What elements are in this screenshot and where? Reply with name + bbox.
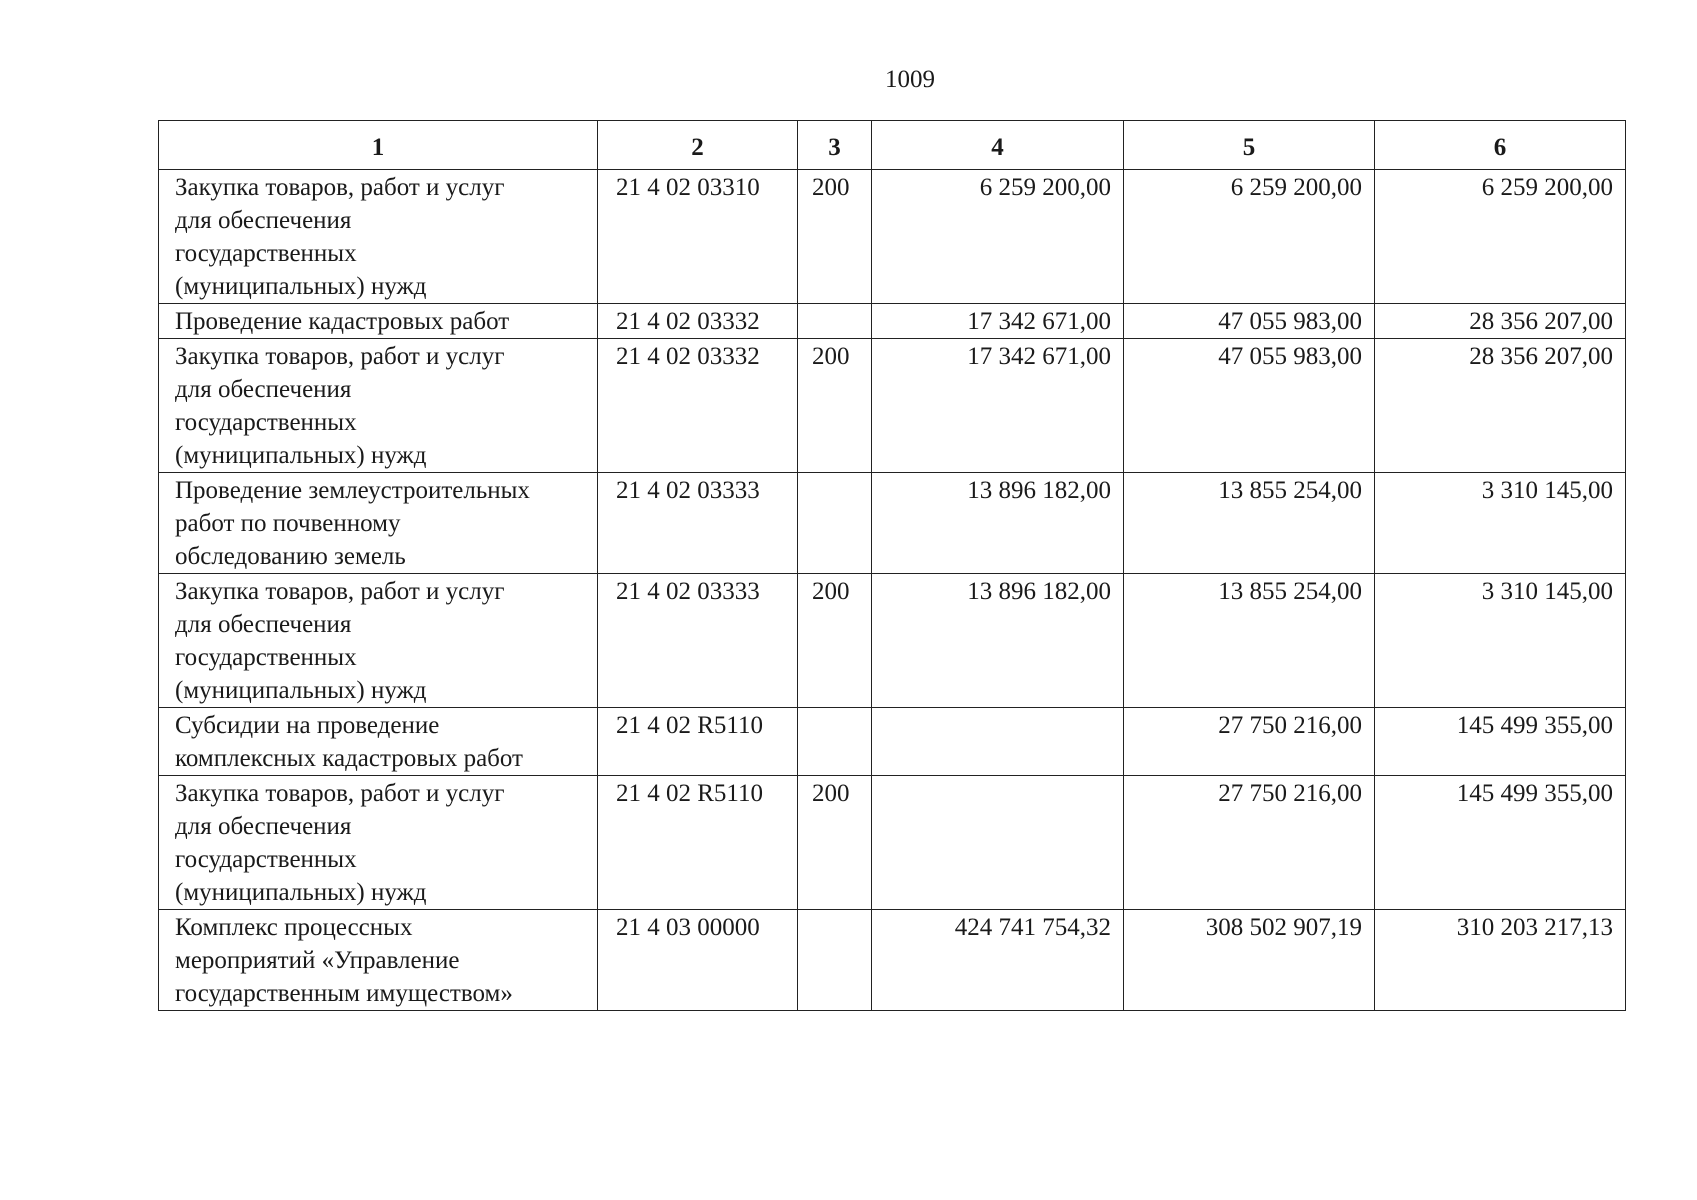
row-name-line: для обеспечения [175, 207, 352, 234]
row-name-line: комплексных кадастровых работ [175, 745, 523, 772]
row-amount-col4-cell: 17 342 671,00 [872, 339, 1124, 473]
row-code-cell: 21 4 02 R5110 [598, 776, 798, 910]
row-name-line: Закупка товаров, работ и услуг [175, 578, 505, 605]
row-amount-col6-cell: 145 499 355,00 [1375, 776, 1626, 910]
row-amount-col5-cell: 6 259 200,00 [1124, 170, 1375, 304]
row-name-line: Проведение землеустроительных [175, 477, 530, 504]
row-amount-col5-cell: 27 750 216,00 [1124, 776, 1375, 910]
row-expense-type-cell [798, 304, 872, 339]
row-amount-col5-cell: 13 855 254,00 [1124, 473, 1375, 574]
row-amount-col6-cell: 28 356 207,00 [1375, 304, 1626, 339]
row-name-line: для обеспечения [175, 813, 352, 840]
row-code-cell: 21 4 02 03332 [598, 304, 798, 339]
row-name-line: работ по почвенному [175, 510, 401, 537]
row-name-line: для обеспечения [175, 376, 352, 403]
column-header-3: 3 [798, 121, 872, 170]
table-body [159, 170, 1626, 1011]
row-expense-type-cell [798, 910, 872, 1011]
row-name-line: Комплекс процессных [175, 914, 413, 941]
row-expense-type-cell [798, 473, 872, 574]
table-row [159, 708, 1626, 776]
row-name-line: Проведение кадастровых работ [175, 308, 510, 335]
row-code-cell: 21 4 02 03332 [598, 339, 798, 473]
row-expense-type-cell [798, 708, 872, 776]
column-header-5: 5 [1124, 121, 1375, 170]
row-name-line: государственных [175, 644, 357, 671]
row-name-cell [159, 910, 598, 1011]
row-name-cell [159, 574, 598, 708]
row-amount-col5-cell: 47 055 983,00 [1124, 304, 1375, 339]
row-amount-col5-cell: 13 855 254,00 [1124, 574, 1375, 708]
column-header-4: 4 [872, 121, 1124, 170]
row-name-cell [159, 339, 598, 473]
row-name-line: Закупка товаров, работ и услуг [175, 780, 505, 807]
table-row [159, 473, 1626, 574]
row-code-cell: 21 4 02 03333 [598, 574, 798, 708]
row-amount-col6-cell: 3 310 145,00 [1375, 473, 1626, 574]
row-name-cell [159, 170, 598, 304]
row-name-line: (муниципальных) нужд [175, 273, 427, 300]
row-name-cell [159, 708, 598, 776]
row-amount-col6-cell: 28 356 207,00 [1375, 339, 1626, 473]
row-name-cell [159, 473, 598, 574]
table-row [159, 170, 1626, 304]
table-row [159, 910, 1626, 1011]
row-code-cell: 21 4 02 03333 [598, 473, 798, 574]
row-name-cell [159, 304, 598, 339]
column-header-1: 1 [159, 121, 598, 170]
row-expense-type-cell: 200 [798, 339, 872, 473]
table-row [159, 574, 1626, 708]
column-header-6: 6 [1375, 121, 1626, 170]
row-amount-col6-cell: 6 259 200,00 [1375, 170, 1626, 304]
row-amount-col4-cell: 424 741 754,32 [872, 910, 1124, 1011]
row-amount-col4-cell [872, 776, 1124, 910]
row-name-line: (муниципальных) нужд [175, 442, 427, 469]
row-code-cell: 21 4 02 03310 [598, 170, 798, 304]
row-amount-col4-cell: 13 896 182,00 [872, 473, 1124, 574]
row-expense-type-cell: 200 [798, 574, 872, 708]
row-name-line: (муниципальных) нужд [175, 879, 427, 906]
row-name-line: для обеспечения [175, 611, 352, 638]
row-name-line: государственным имуществом» [175, 980, 513, 1007]
row-code-cell: 21 4 02 R5110 [598, 708, 798, 776]
row-amount-col6-cell: 310 203 217,13 [1375, 910, 1626, 1011]
row-name-line: Субсидии на проведение [175, 712, 440, 739]
column-header-2: 2 [598, 121, 798, 170]
table-row [159, 339, 1626, 473]
row-amount-col4-cell [872, 708, 1124, 776]
row-amount-col4-cell: 17 342 671,00 [872, 304, 1124, 339]
row-amount-col5-cell: 47 055 983,00 [1124, 339, 1375, 473]
row-code-cell: 21 4 03 00000 [598, 910, 798, 1011]
row-name-line: мероприятий «Управление [175, 947, 460, 974]
table-row [159, 776, 1626, 910]
page-number: 1009 [885, 66, 935, 93]
row-name-line: государственных [175, 846, 357, 873]
row-name-line: государственных [175, 409, 357, 436]
header-row [159, 121, 1626, 170]
budget-table [158, 120, 1626, 1011]
row-amount-col6-cell: 145 499 355,00 [1375, 708, 1626, 776]
row-name-line: Закупка товаров, работ и услуг [175, 174, 505, 201]
row-expense-type-cell: 200 [798, 776, 872, 910]
row-name-line: государственных [175, 240, 357, 267]
row-name-line: (муниципальных) нужд [175, 677, 427, 704]
row-expense-type-cell: 200 [798, 170, 872, 304]
table-header [159, 121, 1626, 170]
table-row [159, 304, 1626, 339]
row-amount-col6-cell: 3 310 145,00 [1375, 574, 1626, 708]
row-amount-col4-cell: 6 259 200,00 [872, 170, 1124, 304]
row-amount-col5-cell: 27 750 216,00 [1124, 708, 1375, 776]
row-name-line: обследованию земель [175, 543, 406, 570]
row-name-cell [159, 776, 598, 910]
row-amount-col5-cell: 308 502 907,19 [1124, 910, 1375, 1011]
row-amount-col4-cell: 13 896 182,00 [872, 574, 1124, 708]
row-name-line: Закупка товаров, работ и услуг [175, 343, 505, 370]
